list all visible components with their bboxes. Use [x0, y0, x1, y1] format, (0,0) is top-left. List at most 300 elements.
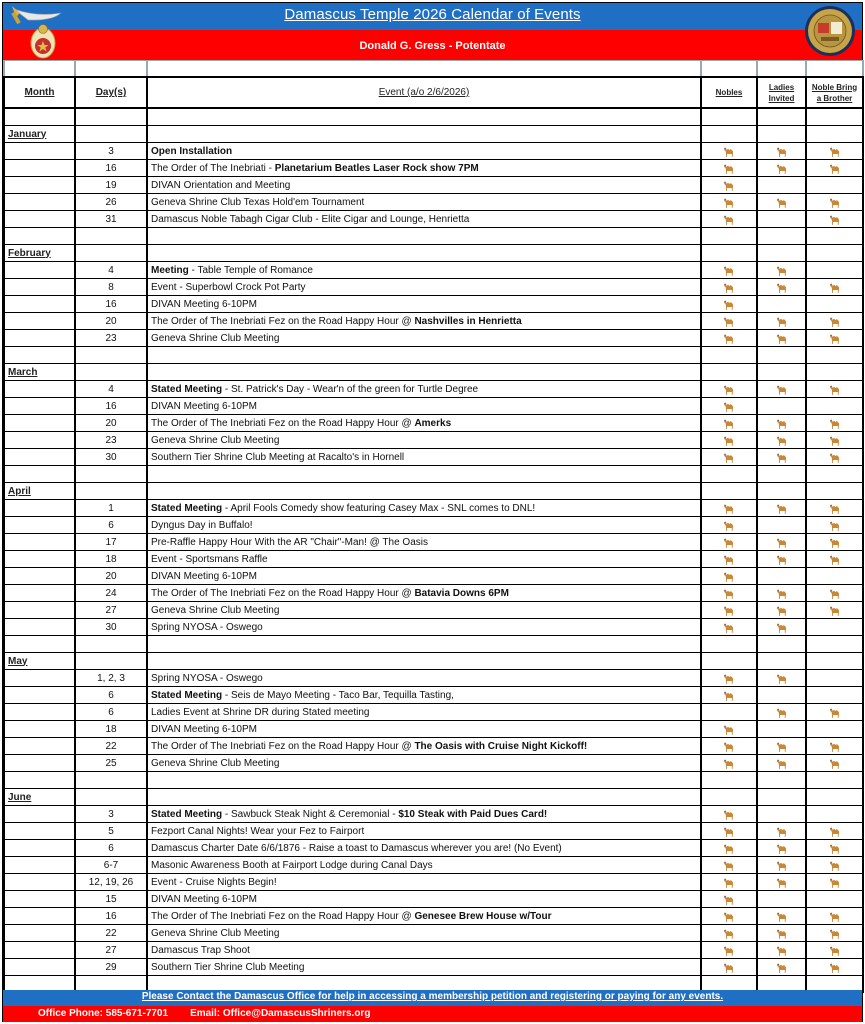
event-description: [147, 942, 701, 959]
camel-icon: [761, 587, 802, 600]
event-description: [147, 823, 701, 840]
event-day: 6: [75, 687, 147, 704]
brother-cell: [806, 551, 863, 568]
empty-cell: [757, 347, 806, 364]
brother-cell: [806, 449, 863, 466]
camel-icon: [761, 451, 802, 464]
event-description: [147, 738, 701, 755]
camel-icon: [810, 315, 859, 328]
empty-cell: [701, 483, 757, 500]
month-cell: [4, 619, 75, 636]
event-day: 20: [75, 568, 147, 585]
event-row: [4, 381, 863, 398]
event-day: 3: [75, 806, 147, 823]
month-cell: [4, 670, 75, 687]
camel-icon: [810, 536, 859, 549]
nobles-cell: [701, 398, 757, 415]
event-text: - St. Patrick's Day - Wear'n of the green for Turtle Degree: [222, 383, 479, 395]
ladies-cell: [757, 840, 806, 857]
empty-cell: [75, 228, 147, 245]
brother-cell: [806, 619, 863, 636]
event-row: [4, 959, 863, 976]
nobles-cell: [701, 704, 757, 721]
empty-cell: [701, 126, 757, 143]
month-cell: [4, 262, 75, 279]
event-row: [4, 449, 863, 466]
bring-brother-column-header: [806, 77, 863, 108]
event-day: 18: [75, 551, 147, 568]
event-row: [4, 823, 863, 840]
event-text: - Seis de Mayo Meeting - Taco Bar, Tequilla Tasting,: [222, 689, 454, 701]
footer-contact: [38, 1008, 392, 1019]
camel-icon: [810, 383, 859, 396]
empty-cell: [806, 772, 863, 789]
camel-icon: [705, 264, 753, 277]
empty-cell: [806, 228, 863, 245]
event-bold-lead: Stated Meeting: [151, 689, 223, 701]
camel-icon: [705, 519, 753, 532]
camel-icon: [761, 536, 802, 549]
month-cell: [4, 959, 75, 976]
month-cell: [4, 874, 75, 891]
camel-icon: [761, 740, 802, 753]
event-day: 17: [75, 534, 147, 551]
empty-cell: [701, 653, 757, 670]
camel-icon: [810, 604, 859, 617]
brother-cell: [806, 194, 863, 211]
ladies-cell: [757, 211, 806, 228]
camel-icon: [705, 604, 753, 617]
empty-cell: [147, 245, 701, 262]
event-day: 5: [75, 823, 147, 840]
event-row: [4, 687, 863, 704]
empty-cell: [701, 245, 757, 262]
month-cell: [4, 755, 75, 772]
event-text: Masonic Awareness Booth at Fairport Lodge during Canal Days: [151, 859, 433, 871]
event-text: The Order of The Inebriati Fez on the Road Happy Hour @: [151, 740, 415, 752]
camel-icon: [761, 264, 802, 277]
event-text: - Table Temple of Romance: [188, 264, 313, 276]
nobles-cell: [701, 585, 757, 602]
empty-cell: [757, 245, 806, 262]
event-day: 26: [75, 194, 147, 211]
camel-icon: [761, 859, 802, 872]
event-day: 6: [75, 517, 147, 534]
nobles-cell: [701, 959, 757, 976]
brother-cell: [806, 398, 863, 415]
brother-cell: [806, 296, 863, 313]
brother-cell: [806, 177, 863, 194]
camel-icon: [705, 961, 753, 974]
brother-cell: [806, 432, 863, 449]
empty-cell: [757, 364, 806, 381]
nobles-cell: [701, 857, 757, 874]
event-row: [4, 279, 863, 296]
event-text: DIVAN Meeting 6-10PM: [151, 400, 257, 412]
camel-icon: [705, 621, 753, 634]
event-text: Geneva Shrine Club Meeting: [151, 604, 280, 616]
ladies-cell: [757, 194, 806, 211]
empty-cell: [147, 466, 701, 483]
empty-cell: [757, 636, 806, 653]
empty-cell: [757, 789, 806, 806]
nobles-cell: [701, 415, 757, 432]
column-header-row: [4, 77, 863, 108]
camel-icon: [705, 145, 753, 158]
empty-cell: [75, 636, 147, 653]
nobles-cell: [701, 568, 757, 585]
ladies-cell: [757, 415, 806, 432]
event-description: [147, 619, 701, 636]
empty-cell: [757, 108, 806, 126]
camel-icon: [761, 944, 802, 957]
empty-cell: [147, 108, 701, 126]
camel-icon: [810, 587, 859, 600]
event-day: 6-7: [75, 857, 147, 874]
brother-cell: [806, 857, 863, 874]
month-cell: [4, 330, 75, 347]
camel-icon: [705, 162, 753, 175]
event-bold-venue: Nashvilles in Henrietta: [414, 315, 522, 327]
nobles-cell: [701, 262, 757, 279]
month-cell: [4, 398, 75, 415]
camel-icon: [705, 417, 753, 430]
ladies-cell: [757, 449, 806, 466]
ladies-cell: [757, 381, 806, 398]
event-day: 24: [75, 585, 147, 602]
ladies-cell: [757, 534, 806, 551]
empty-cell: [147, 483, 701, 500]
event-row: [4, 857, 863, 874]
event-row: [4, 517, 863, 534]
month-row: [4, 789, 863, 806]
camel-icon: [705, 927, 753, 940]
ladies-cell: [757, 823, 806, 840]
event-day: 16: [75, 296, 147, 313]
event-text: Event - Cruise Nights Begin!: [151, 876, 277, 888]
ladies-cell: [757, 432, 806, 449]
event-description: [147, 721, 701, 738]
event-row: [4, 177, 863, 194]
event-day: 16: [75, 908, 147, 925]
camel-icon: [705, 757, 753, 770]
event-row: [4, 908, 863, 925]
camel-icon: [761, 332, 802, 345]
month-cell: [4, 857, 75, 874]
empty-cell: [147, 772, 701, 789]
event-text: Damascus Trap Shoot: [151, 944, 250, 956]
event-description: [147, 160, 701, 177]
event-text: Geneva Shrine Club Meeting: [151, 434, 280, 446]
empty-cell: [147, 228, 701, 245]
event-bold-venue: $10 Steak with Paid Dues Card!: [398, 808, 548, 820]
camel-icon: [705, 910, 753, 923]
camel-icon: [810, 876, 859, 889]
nobles-cell: [701, 823, 757, 840]
empty-cell: [147, 347, 701, 364]
event-row: [4, 211, 863, 228]
camel-icon: [705, 689, 753, 702]
brother-cell: [806, 721, 863, 738]
event-description: [147, 551, 701, 568]
camel-icon: [705, 553, 753, 566]
event-text: Spring NYOSA - Oswego: [151, 621, 263, 633]
camel-icon: [810, 706, 859, 719]
empty-cell: [806, 126, 863, 143]
brother-cell: [806, 500, 863, 517]
brother-cell: [806, 908, 863, 925]
event-text: Geneva Shrine Club Meeting: [151, 927, 280, 939]
event-row: [4, 602, 863, 619]
event-day: 27: [75, 602, 147, 619]
empty-cell: [147, 789, 701, 806]
month-cell: [4, 704, 75, 721]
camel-icon: [761, 145, 802, 158]
event-row: [4, 738, 863, 755]
ladies-cell: [757, 568, 806, 585]
brother-header-line1: Noble Bring: [811, 82, 858, 92]
camel-icon: [705, 196, 753, 209]
empty-cell: [75, 364, 147, 381]
month-cell: [4, 551, 75, 568]
nobles-cell: [701, 143, 757, 160]
event-description: [147, 585, 701, 602]
event-day: 30: [75, 449, 147, 466]
event-description: [147, 925, 701, 942]
event-text: The Order of The Inebriati Fez on the Road Happy Hour @: [151, 417, 415, 429]
camel-icon: [761, 196, 802, 209]
empty-cell: [147, 636, 701, 653]
event-day: 8: [75, 279, 147, 296]
nobles-cell: [701, 211, 757, 228]
nobles-cell: [701, 619, 757, 636]
month-cell: [4, 517, 75, 534]
event-column-header: Event (a/o 2/6/2026): [147, 77, 701, 108]
event-row: [4, 296, 863, 313]
spacer-row: [4, 108, 863, 126]
camel-icon: [761, 672, 802, 685]
event-day: 20: [75, 415, 147, 432]
camel-icon: [810, 927, 859, 940]
camel-icon: [705, 213, 753, 226]
event-description: [147, 398, 701, 415]
ladies-cell: [757, 585, 806, 602]
event-day: 25: [75, 755, 147, 772]
nobles-cell: [701, 874, 757, 891]
camel-icon: [705, 179, 753, 192]
event-row: [4, 670, 863, 687]
ladies-cell: [757, 602, 806, 619]
empty-cell: [806, 108, 863, 126]
nobles-cell: [701, 432, 757, 449]
ladies-cell: [757, 874, 806, 891]
event-row: [4, 194, 863, 211]
camel-icon: [705, 808, 753, 821]
camel-icon: [810, 451, 859, 464]
brother-cell: [806, 687, 863, 704]
page-title: Damascus Temple 2026 Calendar of Events: [284, 6, 581, 23]
event-description: [147, 891, 701, 908]
event-description: [147, 279, 701, 296]
camel-icon: [761, 910, 802, 923]
ladies-header-line2: Invited: [768, 93, 795, 103]
event-day: 22: [75, 925, 147, 942]
event-row: [4, 330, 863, 347]
ladies-cell: [757, 806, 806, 823]
month-cell: [4, 279, 75, 296]
event-day: 23: [75, 432, 147, 449]
month-cell: [4, 296, 75, 313]
spacer-row: [4, 347, 863, 364]
camel-icon: [705, 672, 753, 685]
event-text: DIVAN Orientation and Meeting: [151, 179, 291, 191]
office-email[interactable]: Email: Office@DamascusShriners.org: [190, 1008, 371, 1019]
camel-icon: [761, 417, 802, 430]
camel-icon: [705, 332, 753, 345]
camel-icon: [705, 944, 753, 957]
camel-icon: [761, 706, 802, 719]
event-description: [147, 296, 701, 313]
camel-icon: [810, 944, 859, 957]
brother-cell: [806, 891, 863, 908]
brother-cell: [806, 704, 863, 721]
brother-cell: [806, 415, 863, 432]
event-day: 30: [75, 619, 147, 636]
empty-cell: [4, 347, 75, 364]
event-row: [4, 942, 863, 959]
month-cell: [4, 891, 75, 908]
nobles-cell: [701, 313, 757, 330]
camel-icon: [761, 842, 802, 855]
month-row: [4, 653, 863, 670]
event-bold-venue: Genesee Brew House w/Tour: [414, 910, 552, 922]
camel-icon: [810, 825, 859, 838]
brother-cell: [806, 330, 863, 347]
ladies-cell: [757, 398, 806, 415]
spacer-row: [4, 466, 863, 483]
camel-icon: [705, 740, 753, 753]
nobles-cell: [701, 738, 757, 755]
ladies-cell: [757, 687, 806, 704]
event-day: 12, 19, 26: [75, 874, 147, 891]
empty-cell: [4, 636, 75, 653]
nobles-cell: [701, 721, 757, 738]
month-row: [4, 483, 863, 500]
event-text: Geneva Shrine Club Texas Hold'em Tournament: [151, 196, 365, 208]
ladies-invited-column-header: [757, 77, 806, 108]
event-bold-lead: Stated Meeting: [151, 383, 223, 395]
camel-icon: [705, 383, 753, 396]
nobles-cell: [701, 449, 757, 466]
event-day: 15: [75, 891, 147, 908]
camel-icon: [761, 553, 802, 566]
brother-cell: [806, 925, 863, 942]
empty-cell: [806, 347, 863, 364]
ladies-cell: [757, 908, 806, 925]
event-description: [147, 262, 701, 279]
camel-icon: [810, 281, 859, 294]
month-cell: [4, 500, 75, 517]
event-row: [4, 143, 863, 160]
event-row: [4, 619, 863, 636]
month-cell: [4, 687, 75, 704]
camel-icon: [810, 162, 859, 175]
event-bold-venue: The Oasis with Cruise Night Kickoff!: [414, 740, 588, 752]
event-text: Event - Superbowl Crock Pot Party: [151, 281, 306, 293]
nobles-cell: [701, 534, 757, 551]
month-cell: [4, 534, 75, 551]
brother-cell: [806, 517, 863, 534]
brother-cell: [806, 585, 863, 602]
empty-cell: [75, 108, 147, 126]
empty-cell: [757, 466, 806, 483]
brother-cell: [806, 602, 863, 619]
event-row: [4, 585, 863, 602]
event-day: 6: [75, 840, 147, 857]
nobles-cell: [701, 925, 757, 942]
event-row: [4, 160, 863, 177]
ladies-cell: [757, 313, 806, 330]
event-day: 29: [75, 959, 147, 976]
event-row: [4, 704, 863, 721]
empty-cell: [806, 789, 863, 806]
brother-cell: [806, 143, 863, 160]
camel-icon: [810, 434, 859, 447]
camel-icon: [810, 910, 859, 923]
camel-icon: [761, 757, 802, 770]
month-label: February: [4, 245, 75, 262]
event-row: [4, 415, 863, 432]
event-day: 31: [75, 211, 147, 228]
brother-cell: [806, 670, 863, 687]
spacer-row: [4, 636, 863, 653]
empty-cell: [75, 466, 147, 483]
event-text: Geneva Shrine Club Meeting: [151, 332, 280, 344]
camel-icon: [810, 553, 859, 566]
event-description: [147, 908, 701, 925]
month-cell: [4, 160, 75, 177]
nobles-cell: [701, 296, 757, 313]
events-table: [3, 60, 864, 993]
camel-icon: [705, 315, 753, 328]
event-text: The Order of The Inebriati Fez on the Road Happy Hour @: [151, 910, 415, 922]
event-row: [4, 806, 863, 823]
ladies-cell: [757, 925, 806, 942]
empty-cell: [4, 108, 75, 126]
event-bold-venue: Amerks: [414, 417, 452, 429]
event-bold-lead: Stated Meeting: [151, 808, 223, 820]
nobles-cell: [701, 942, 757, 959]
event-text: Ladies Event at Shrine DR during Stated meeting: [151, 706, 370, 718]
spacer-row: [4, 772, 863, 789]
empty-cell: [701, 228, 757, 245]
event-description: [147, 840, 701, 857]
camel-icon: [705, 859, 753, 872]
camel-icon: [705, 842, 753, 855]
event-day: 4: [75, 381, 147, 398]
brother-cell: [806, 959, 863, 976]
event-text: DIVAN Meeting 6-10PM: [151, 570, 257, 582]
empty-cell: [75, 347, 147, 364]
nobles-cell: [701, 670, 757, 687]
event-text: Spring NYOSA - Oswego: [151, 672, 263, 684]
empty-cell: [701, 772, 757, 789]
month-column-header: Month: [4, 77, 75, 108]
camel-icon: [810, 519, 859, 532]
ladies-cell: [757, 330, 806, 347]
brother-cell: [806, 823, 863, 840]
month-cell: [4, 432, 75, 449]
